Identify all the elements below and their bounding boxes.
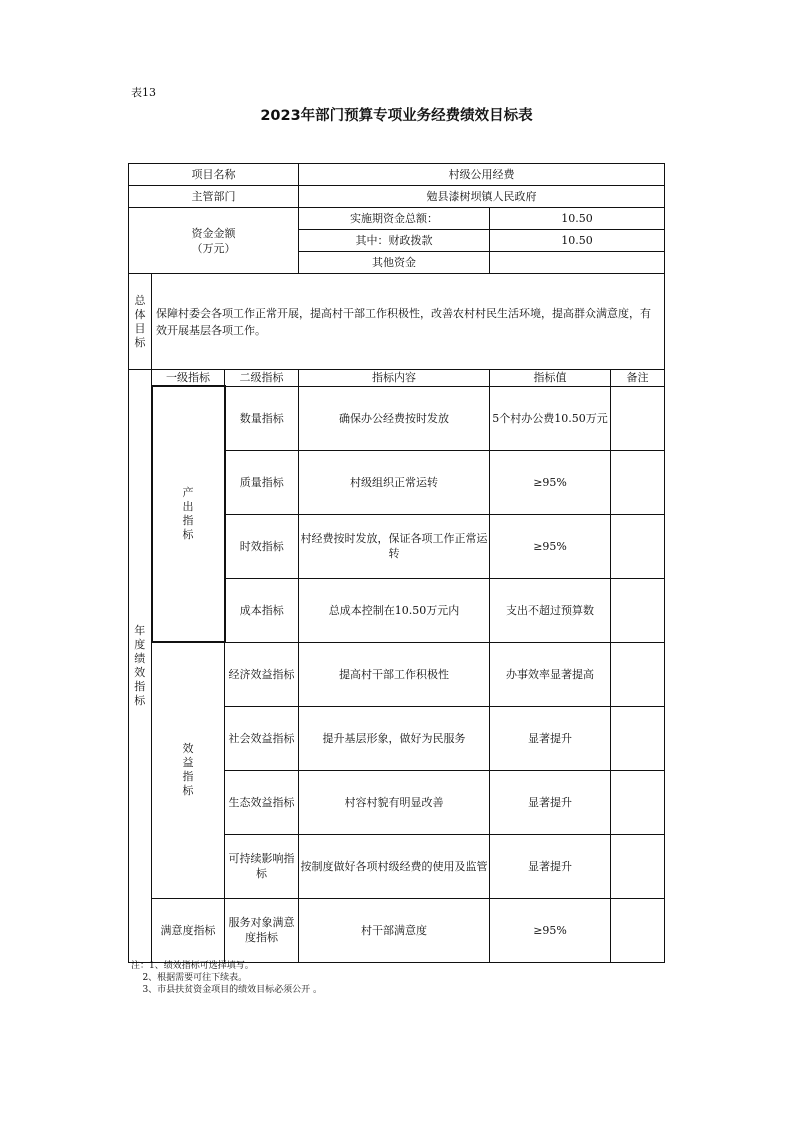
output-char: 标 bbox=[182, 528, 194, 541]
content-cell: 村容村貌有明显改善 bbox=[299, 770, 490, 834]
overall-goal-label bbox=[129, 274, 152, 370]
funds-total-row bbox=[129, 208, 665, 230]
footnotes bbox=[131, 960, 322, 996]
annual-char: 绩 bbox=[134, 651, 146, 665]
header-level2: 二级指标 bbox=[225, 370, 299, 387]
fiscal-label: 其中：财政拨款 bbox=[299, 230, 490, 252]
value-cell: 显著提升 bbox=[490, 834, 611, 898]
funds-unit: （万元） bbox=[191, 241, 236, 255]
value-cell: 办事效率显著提高 bbox=[490, 642, 611, 706]
level2-cell: 生态效益指标 bbox=[225, 770, 299, 834]
note-cell bbox=[611, 386, 665, 450]
indicator-header-row bbox=[129, 370, 665, 387]
annual-indicator-label bbox=[129, 370, 152, 963]
content-cell: 总成本控制在10.50万元内 bbox=[299, 578, 490, 642]
funds-label-cell bbox=[129, 208, 299, 274]
content-cell: 按制度做好各项村级经费的使用及监管 bbox=[299, 834, 490, 898]
performance-table bbox=[128, 163, 665, 963]
funds-label: 资金金额 bbox=[191, 226, 236, 240]
header-note: 备注 bbox=[611, 370, 665, 387]
other-funds-value bbox=[490, 252, 665, 274]
level2-cell: 社会效益指标 bbox=[225, 706, 299, 770]
level2-cell: 经济效益指标 bbox=[225, 642, 299, 706]
table-row bbox=[129, 898, 665, 962]
benefit-char: 标 bbox=[182, 784, 194, 798]
overall-char: 总 bbox=[134, 293, 146, 307]
level2-cell: 质量指标 bbox=[225, 450, 299, 514]
page-title: 2023年部门预算专项业务经费绩效目标表 bbox=[260, 108, 533, 124]
content-cell: 确保办公经费按时发放 bbox=[299, 386, 490, 450]
level2-cell: 服务对象满意度指标 bbox=[225, 898, 299, 962]
note-cell bbox=[611, 578, 665, 642]
value-cell: ≥95% bbox=[490, 898, 611, 962]
footnote-line: 2、根据需要可往下续表。 bbox=[131, 973, 248, 983]
output-indicator-label bbox=[152, 386, 225, 642]
annual-char: 效 bbox=[134, 665, 146, 679]
annual-char: 标 bbox=[134, 693, 146, 707]
annual-char: 度 bbox=[134, 637, 146, 651]
project-name-row bbox=[129, 164, 665, 186]
note-cell bbox=[611, 834, 665, 898]
table-number: 表13 bbox=[131, 86, 156, 99]
value-cell: 支出不超过预算数 bbox=[490, 578, 611, 642]
output-char: 产 bbox=[182, 486, 194, 499]
content-cell: 村级组织正常运转 bbox=[299, 450, 490, 514]
content-cell: 村干部满意度 bbox=[299, 898, 490, 962]
footnote-line: 3、市县扶贫资金项目的绩效目标必须公开 。 bbox=[131, 985, 323, 995]
annual-char: 指 bbox=[134, 679, 146, 693]
fiscal-value: 10.50 bbox=[490, 230, 665, 252]
note-cell bbox=[611, 770, 665, 834]
dept-row bbox=[129, 186, 665, 208]
benefit-char: 指 bbox=[182, 770, 194, 784]
overall-char: 目 bbox=[134, 321, 146, 335]
overall-char: 体 bbox=[134, 307, 146, 321]
overall-char: 标 bbox=[134, 335, 146, 349]
value-cell: ≥95% bbox=[490, 514, 611, 578]
overall-goal-text: 保障村委会各项工作正常开展，提高村干部工作积极性，改善农村村民生活环境，提高群众满意度，有效开展基层各项工作。 bbox=[152, 274, 665, 370]
level2-cell: 成本指标 bbox=[225, 578, 299, 642]
content-cell: 提升基层形象，做好为民服务 bbox=[299, 706, 490, 770]
other-funds-label: 其他资金 bbox=[299, 252, 490, 274]
value-cell: 显著提升 bbox=[490, 770, 611, 834]
table-row bbox=[129, 642, 665, 706]
table-row bbox=[129, 386, 665, 450]
note-cell bbox=[611, 898, 665, 962]
note-cell bbox=[611, 514, 665, 578]
header-content: 指标内容 bbox=[299, 370, 490, 387]
value-cell: 显著提升 bbox=[490, 706, 611, 770]
project-name-label: 项目名称 bbox=[129, 164, 299, 186]
level2-cell: 可持续影响指标 bbox=[225, 834, 299, 898]
note-cell bbox=[611, 450, 665, 514]
value-cell: ≥95% bbox=[490, 450, 611, 514]
header-value: 指标值 bbox=[490, 370, 611, 387]
project-name-value: 村级公用经费 bbox=[299, 164, 665, 186]
benefit-char: 益 bbox=[182, 756, 194, 770]
output-char: 出 bbox=[182, 500, 194, 513]
satisfaction-indicator-label: 满意度指标 bbox=[152, 898, 225, 962]
value-cell: 5个村办公费10.50万元 bbox=[490, 386, 611, 450]
dept-value: 勉县漆树坝镇人民政府 bbox=[299, 186, 665, 208]
content-cell: 村经费按时发放，保证各项工作正常运转 bbox=[299, 514, 490, 578]
note-cell bbox=[611, 706, 665, 770]
header-level1: 一级指标 bbox=[152, 370, 225, 387]
total-label: 实施期资金总额： bbox=[299, 208, 490, 230]
output-char: 指 bbox=[182, 514, 194, 527]
benefit-indicator-label bbox=[152, 642, 225, 898]
content-cell: 提高村干部工作积极性 bbox=[299, 642, 490, 706]
note-cell bbox=[611, 642, 665, 706]
annual-char: 年 bbox=[134, 623, 146, 637]
level2-cell: 数量指标 bbox=[225, 386, 299, 450]
footnote-line: 注：1、绩效指标可选择填写。 bbox=[131, 961, 254, 971]
benefit-char: 效 bbox=[182, 742, 194, 756]
overall-goal-row bbox=[129, 274, 665, 370]
dept-label: 主管部门 bbox=[129, 186, 299, 208]
total-value: 10.50 bbox=[490, 208, 665, 230]
level2-cell: 时效指标 bbox=[225, 514, 299, 578]
